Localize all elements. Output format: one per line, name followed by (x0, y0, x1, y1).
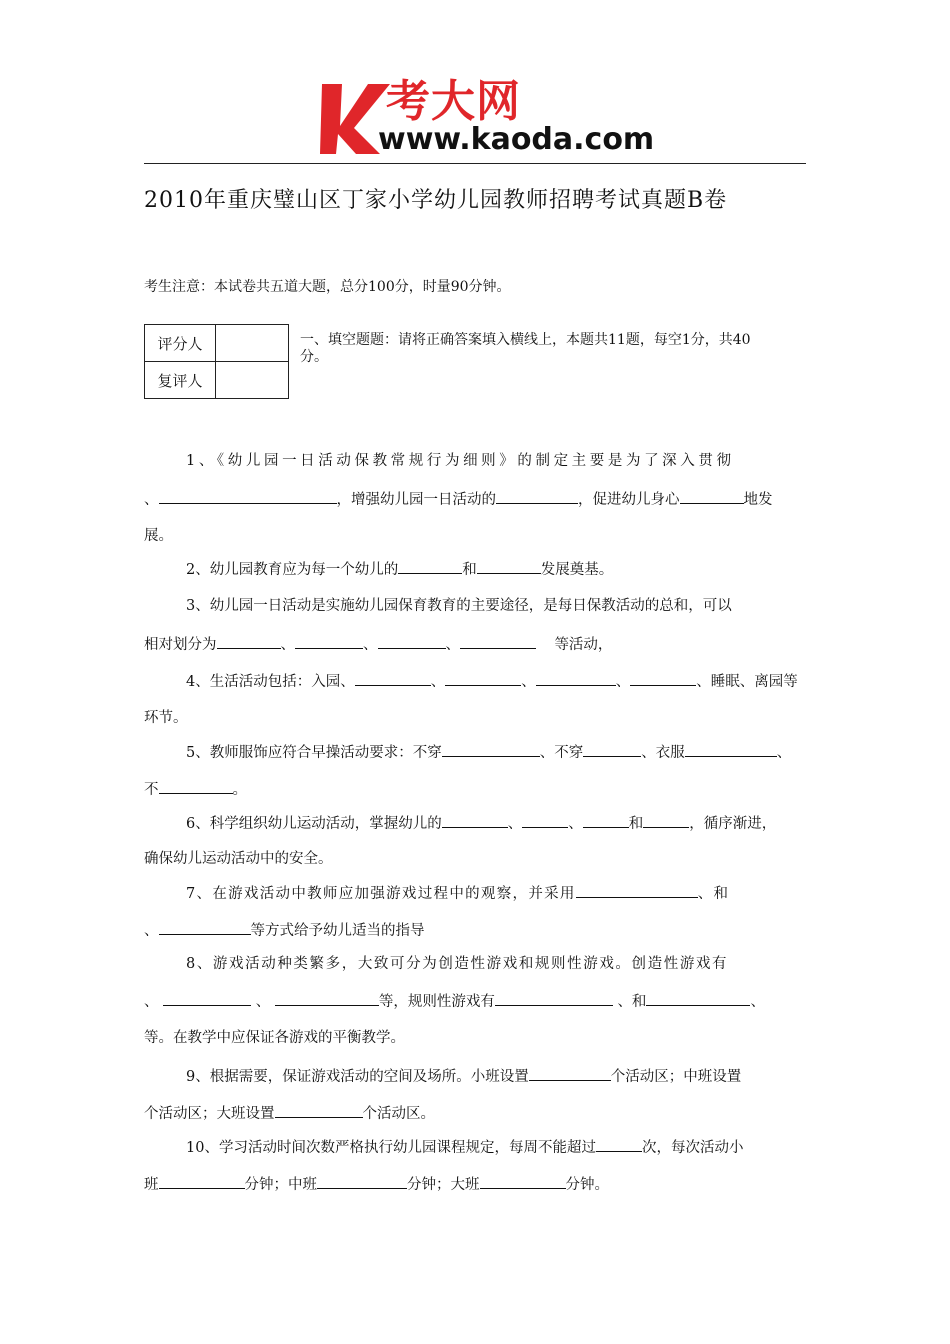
grader-label: 评分人 (145, 325, 216, 362)
blank[interactable] (398, 558, 462, 574)
blank[interactable] (685, 741, 777, 757)
brand-name: 考大网 (386, 76, 521, 127)
blank[interactable] (159, 488, 337, 504)
reviewer-box[interactable] (216, 362, 289, 399)
blank[interactable] (217, 633, 281, 649)
blank[interactable] (445, 670, 521, 686)
blank[interactable] (355, 670, 431, 686)
page-title: 2010年重庆璧山区丁家小学幼儿园教师招聘考试真题B卷 (144, 188, 728, 213)
blank[interactable] (522, 812, 568, 828)
blank[interactable] (496, 488, 578, 504)
brand-url: www.kaoda.com (378, 122, 655, 157)
blank[interactable] (583, 812, 629, 828)
blank[interactable] (583, 741, 641, 757)
section-heading: 一、填空题题：请将正确答案填入横线上，本题共11题，每空1分，共40 分。 (300, 332, 751, 365)
blank[interactable] (275, 990, 379, 1006)
header-divider (144, 163, 806, 164)
blank[interactable] (295, 633, 363, 649)
reviewer-label: 复评人 (145, 362, 216, 399)
blank[interactable] (442, 812, 508, 828)
blank[interactable] (477, 558, 541, 574)
blank[interactable] (378, 633, 446, 649)
blank[interactable] (529, 1065, 611, 1081)
blank[interactable] (576, 882, 698, 898)
blank[interactable] (495, 990, 613, 1006)
blank[interactable] (159, 1173, 245, 1189)
blank[interactable] (680, 488, 744, 504)
exam-notice: 考生注意：本试卷共五道大题，总分100分，时量90分钟。 (144, 279, 511, 295)
blank[interactable] (159, 778, 233, 794)
blank[interactable] (460, 633, 536, 649)
blank[interactable] (163, 990, 251, 1006)
blank[interactable] (630, 670, 696, 686)
kaoda-logo[interactable] (316, 76, 655, 160)
blank[interactable] (596, 1136, 642, 1152)
blank[interactable] (275, 1102, 363, 1118)
exam-page: 考大网 www.kaoda.com 2010年重庆璧山区丁家小学幼儿园教师招聘考试真题B卷 考生注意：本试卷共五道大题，总分100分，时量90分钟。 评分人 复评人 一、填空题题：请将正确答案填入横线上，本题共11题，每空1分，共40 分。 1、《幼儿园一日活动保教常规行为细则》的制定主要是为了深入贯彻 、 ，增强幼儿园一日活动的 ，促进幼儿身心 地发 展。 2、幼儿园教育应为每一个幼儿的 和 发展奠基。 3、幼儿园一日活动是实施幼儿园保育教育的主要途径，是每日保教活动的总和，可以 相对划分为 、 、 、 等活动， 4、生活活动包括：入园、 、 、 、 、睡眠、离园等 环节。 5、教师服饰应符合早操活动要求：不穿 、不穿 、衣服 、 不 。 6、科学组织幼儿运动活动，掌握幼儿的 、 、 和 ，循序渐进， 确保幼儿运动活动中的安全。 7、在游戏活动中教师应加强游戏过程中的观察，并采用 、和 、 等方式给予幼儿适当的指导 8、游戏活动种类繁多，大致可分为创造性游戏和规则性游戏。创造性游戏有 、 、 等，规则性游戏有 、和 、 等。在教学中应保证各游戏的平衡教学。 9、根据需要，保证游戏活动的空间及场所。小班设置 个活动区；中班设置 个活动区；大班设置 个活动区。 10、学习活动时间次数严格执行幼儿园课程规定，每周不能超过 次，每次活动小 班 分钟；中班 分钟；大班 分钟。 (0, 0, 950, 1344)
grader-box[interactable] (216, 325, 289, 362)
blank[interactable] (536, 670, 616, 686)
blank[interactable] (643, 812, 689, 828)
blank[interactable] (317, 1173, 407, 1189)
blank[interactable] (159, 919, 251, 935)
score-table (144, 324, 289, 399)
blank[interactable] (646, 990, 750, 1006)
blank[interactable] (480, 1173, 566, 1189)
blank[interactable] (442, 741, 540, 757)
